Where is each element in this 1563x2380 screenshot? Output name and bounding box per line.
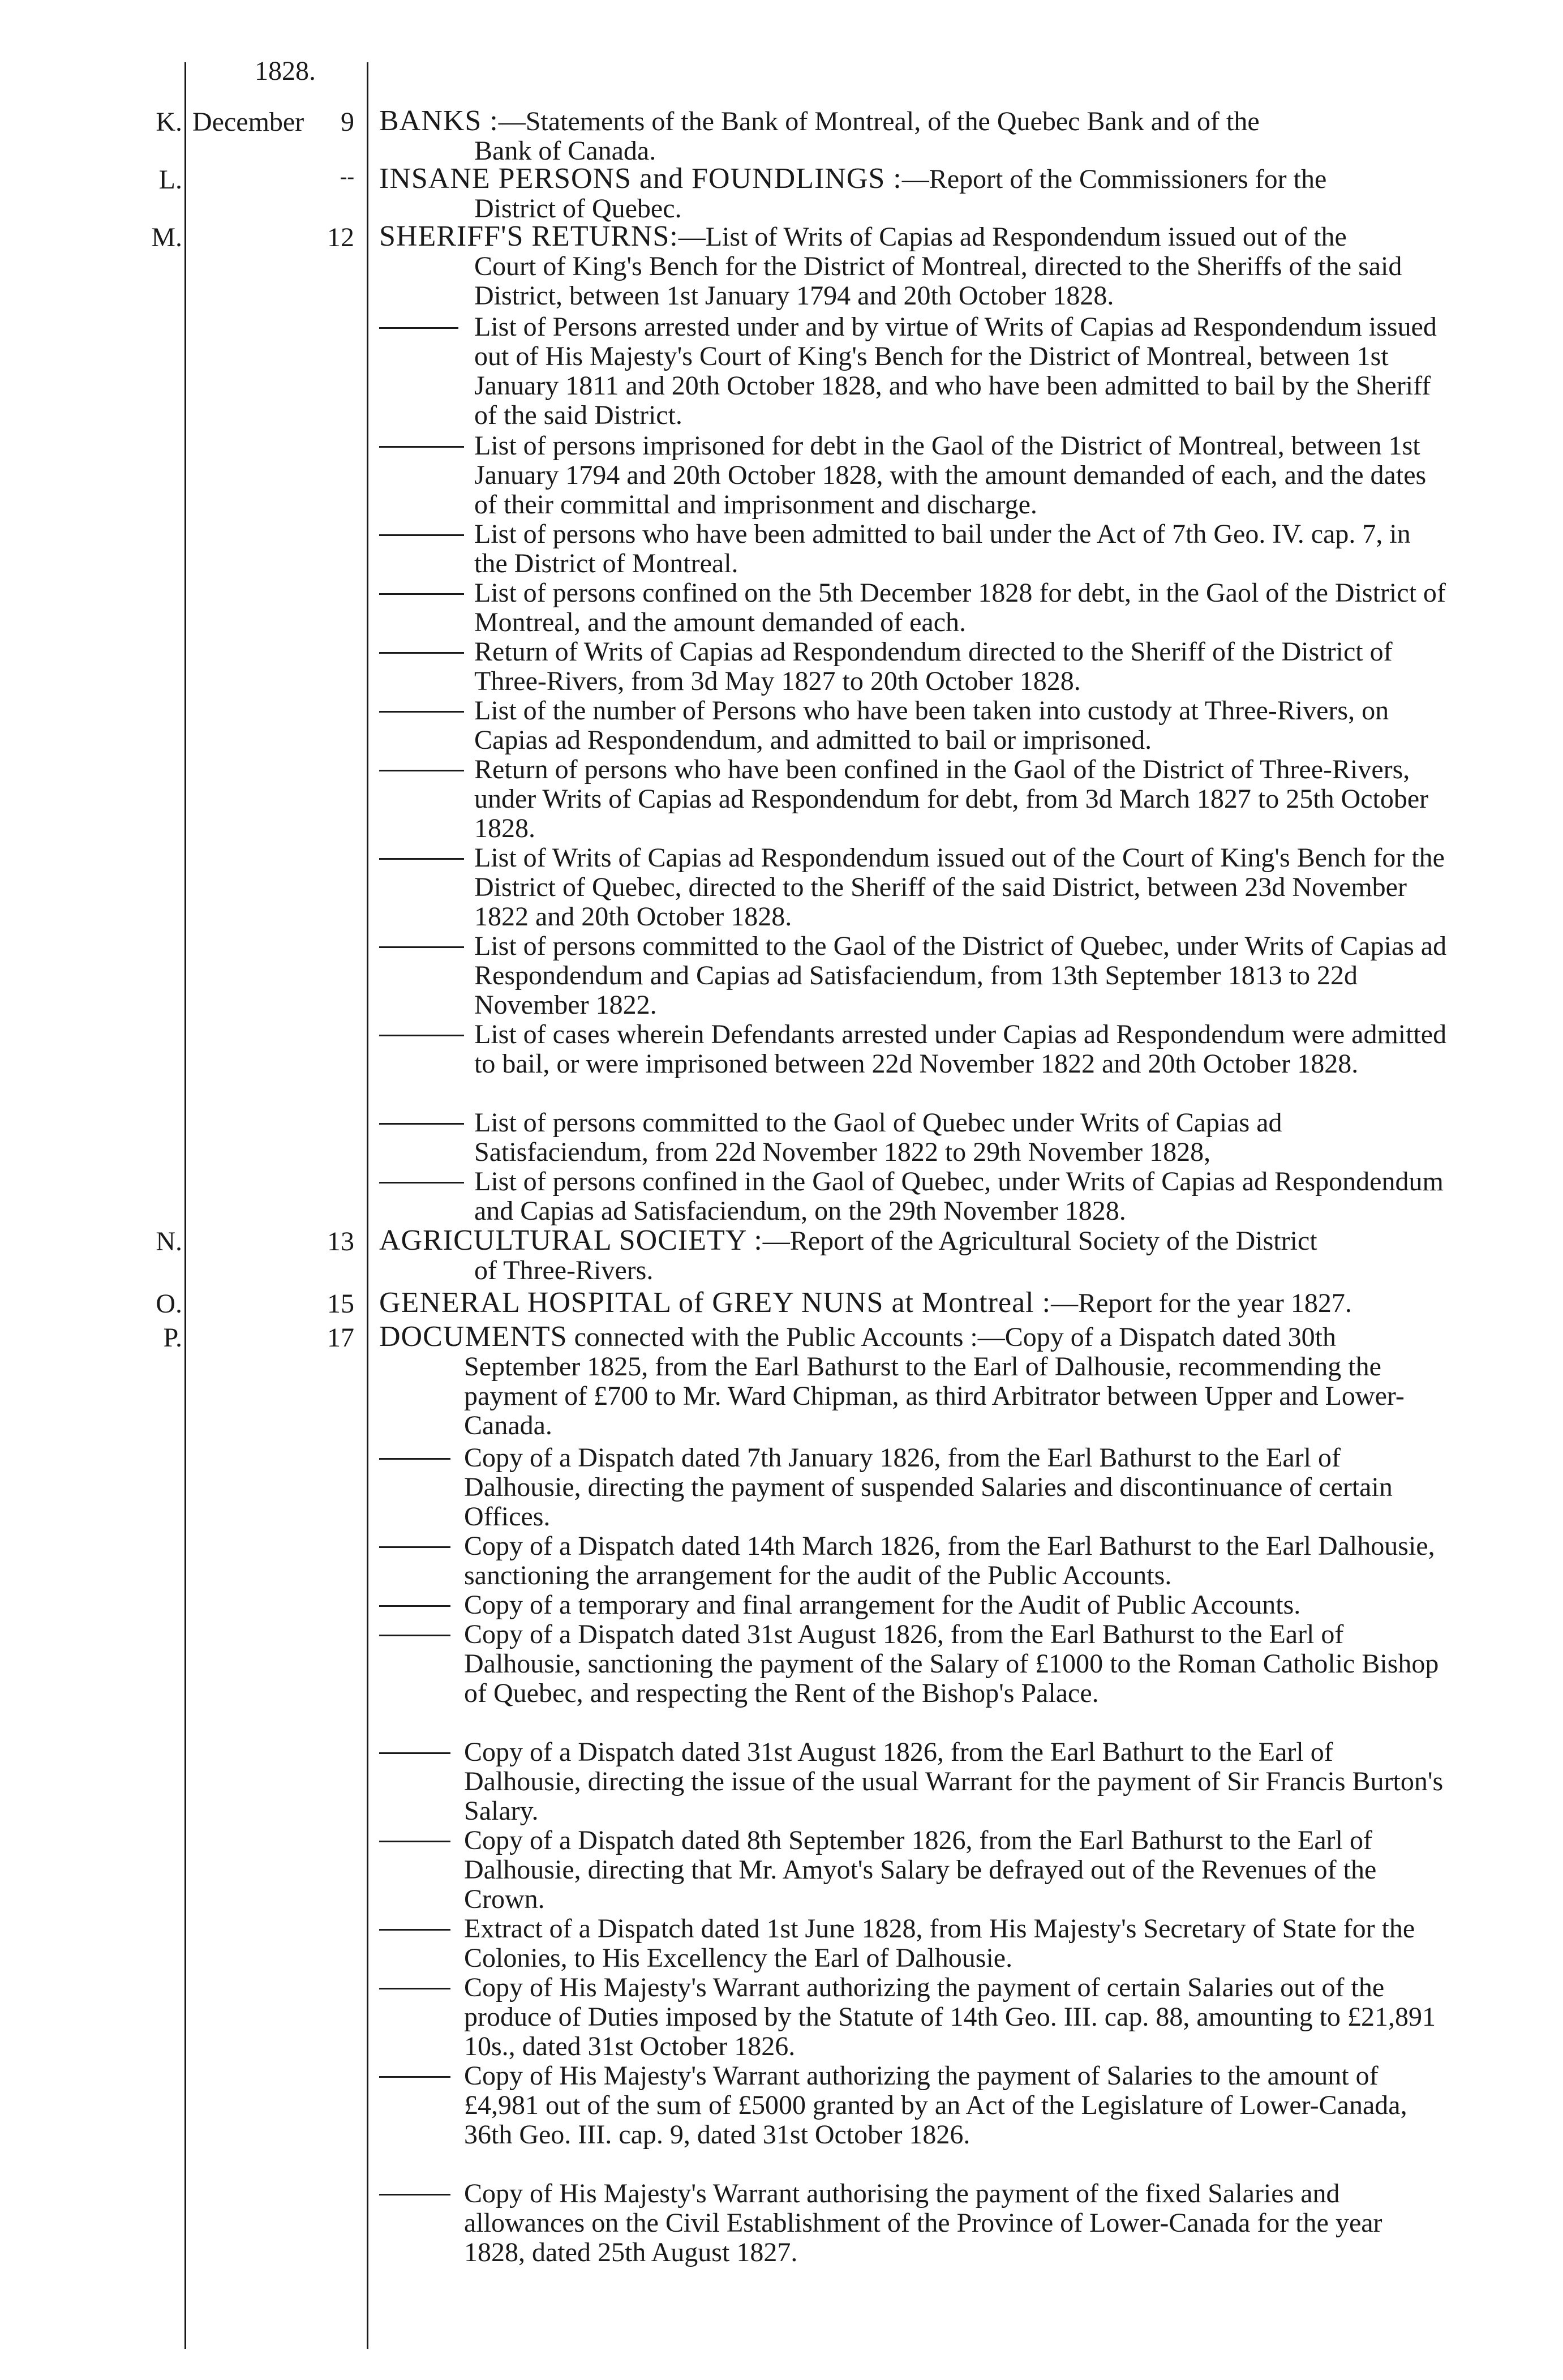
sub-item-dash bbox=[379, 1035, 464, 1036]
entry-day: 13 bbox=[327, 1227, 354, 1257]
sub-item-dash bbox=[379, 2194, 450, 2195]
sub-item-dash bbox=[379, 534, 464, 536]
entry-day: 17 bbox=[327, 1323, 354, 1353]
entry-title: INSANE PERSONS and FOUNDLINGS : bbox=[379, 162, 902, 195]
sub-item-dash bbox=[379, 1635, 450, 1636]
sub-item-dash bbox=[379, 770, 464, 771]
entry-desc-first: —Statements of the Bank of Montreal, of the Quebec Bank and of the bbox=[498, 106, 1260, 136]
sub-item-dash bbox=[379, 593, 464, 595]
sub-item-dash bbox=[379, 1546, 450, 1548]
sub-item-text: Copy of a Dispatch dated 7th January 1826, from the Earl Bathurst to the Earl of Dalhousie, directing the payment of suspended Salaries and discontinuance of certain Offices. bbox=[464, 1443, 1393, 1532]
sub-item-text: Copy of His Majesty's Warrant authorising the payment of the fixed Salaries and allowances on the Civil Establishment of the Province of Lower-Canada for the year 1828, dated 25th August 1827. bbox=[464, 2179, 1382, 2267]
sub-item-dash bbox=[379, 327, 458, 329]
entry-day: 12 bbox=[327, 222, 354, 252]
entry-letter: P. bbox=[163, 1323, 182, 1353]
sub-item-text: List of Persons arrested under and by virtue of Writs of Capias ad Respondendum issued out of His Majesty's Court of King's Bench for the District of Montreal, between 1st January 1811 and 20th October 1828, and who have been admitted to bail by the Sheriff of the said District. bbox=[474, 312, 1437, 430]
entry-desc-rest: Bank of Canada. bbox=[474, 136, 656, 166]
sub-item-dash bbox=[379, 711, 464, 713]
sub-item-dash bbox=[379, 946, 464, 948]
sub-item-dash bbox=[379, 652, 464, 654]
sub-item-text: Return of Writs of Capias ad Respondendum directed to the Sheriff of the District of Three-Rivers, from 3d May 1827 to 20th October 1828. bbox=[474, 637, 1393, 696]
entry-title: DOCUMENTS bbox=[379, 1320, 568, 1353]
entry-desc-first: —Report for the year 1827. bbox=[1051, 1288, 1352, 1318]
sub-item-text: List of persons imprisoned for debt in the Gaol of the District of Montreal, between 1st January 1794 and 20th October 1828, with the amount demanded of each, and the dates of their committal and imprisonment and discharge. bbox=[474, 431, 1427, 520]
sub-item-text: Copy of His Majesty's Warrant authorizing the payment of Salaries to the amount of £4,981 out of the sum of £5000 granted by an Act of the Legislature of Lower-Canada, 36th Geo. III. cap. 9, dated 31st October 1826. bbox=[464, 2061, 1407, 2150]
sub-item-text: Copy of a Dispatch dated 8th September 1826, from the Earl Bathurst to the Earl of Dalhousie, directing that Mr. Amyot's Salary be defrayed out of the Revenues of the Crown. bbox=[464, 1825, 1377, 1914]
entry-text bbox=[379, 222, 1449, 311]
sub-item-dash bbox=[379, 1182, 464, 1183]
entry-desc-rest: Court of King's Bench for the District of Montreal, directed to the Sheriffs of the said District, between 1st January 1794 and 20th October 1828. bbox=[474, 251, 1402, 311]
year-heading: 1828. bbox=[255, 56, 316, 86]
entry-letter: K. bbox=[156, 107, 182, 137]
entry-letter: O. bbox=[156, 1289, 182, 1319]
sub-item-text: Copy of a Dispatch dated 14th March 1826, from the Earl Bathurst to the Earl Dalhousie, sanctioning the arrangement for the audit of the Public Accounts. bbox=[464, 1531, 1435, 1590]
sub-item-dash bbox=[379, 1605, 450, 1607]
sub-item-text: Return of persons who have been confined in the Gaol of the District of Three-Rivers, under Writs of Capias ad Respondendum for debt, from 3d March 1827 to 25th October 1828. bbox=[474, 754, 1429, 843]
entry-desc-rest: September 1825, from the Earl Bathurst to the Earl of Dalhousie, recommending the payment of £700 to Mr. Ward Chipman, as third Arbitrator between Upper and Lower-Canada. bbox=[464, 1352, 1405, 1440]
date-column-rule bbox=[367, 62, 368, 2349]
entry-letter: L. bbox=[158, 165, 182, 195]
entry-title: GENERAL HOSPITAL of GREY NUNS at Montreal : bbox=[379, 1287, 1051, 1319]
sub-item-dash bbox=[379, 1752, 450, 1754]
sub-item-dash bbox=[379, 1988, 450, 1989]
entry-desc-rest: District of Quebec. bbox=[474, 194, 682, 224]
sub-item-text: List of persons confined in the Gaol of Quebec, under Writs of Capias ad Respondendum and Capias ad Satisfaciendum, on the 29th November 1828. bbox=[474, 1167, 1444, 1226]
sub-item-text: Copy of a Dispatch dated 31st August 1826, from the Earl Bathurst to the Earl of Dalhousie, sanctioning the payment of the Salary of £1000 to the Roman Catholic Bishop of Quebec, and respecting the Rent of the Bishop's Palace. bbox=[464, 1619, 1439, 1708]
sub-item-dash bbox=[379, 1929, 450, 1931]
entry-desc-rest: of Three-Rivers. bbox=[474, 1255, 654, 1285]
entry-title: BANKS : bbox=[379, 105, 499, 137]
sub-item-text: List of Writs of Capias ad Respondendum issued out of the Court of King's Bench for the District of Quebec, directed to the Sheriff of the said District, between 23d November 1822 and 20th October 1828. bbox=[474, 843, 1445, 932]
entry-letter: N. bbox=[156, 1227, 182, 1257]
sub-item-text: List of persons committed to the Gaol of the District of Quebec, under Writs of Capias ad Respondendum and Capias ad Satisfaciendum, from 13th September 1813 to 22d November 1822. bbox=[474, 931, 1447, 1020]
sub-item-dash bbox=[379, 858, 464, 860]
entry-month: December bbox=[192, 107, 304, 137]
sub-item-dash bbox=[379, 1841, 450, 1842]
sub-item-text: List of persons committed to the Gaol of Quebec under Writs of Capias ad Satisfaciendum, from 22d November 1822 to 29th November 1828, bbox=[474, 1108, 1282, 1167]
entry-text bbox=[379, 1322, 1449, 1440]
entry-day-ditto: -- bbox=[340, 165, 354, 188]
sub-item-text: Copy of His Majesty's Warrant authorizing the payment of certain Salaries out of the produce of Duties imposed by the Statute of 14th Geo. III. cap. 88, amounting to £21,891 10s., dated 31st October 1826. bbox=[464, 1972, 1436, 2061]
entry-title: AGRICULTURAL SOCIETY : bbox=[379, 1224, 763, 1257]
entry-desc-first: —List of Writs of Capias ad Respondendum issued out of the bbox=[678, 222, 1347, 252]
entry-text bbox=[379, 1288, 1449, 1318]
sub-item-text: List of persons confined on the 5th December 1828 for debt, in the Gaol of the District of Montreal, and the amount demanded of each. bbox=[474, 578, 1446, 637]
entry-text bbox=[379, 106, 1449, 166]
entry-day: 15 bbox=[327, 1289, 354, 1319]
sub-item-dash bbox=[379, 1458, 450, 1460]
sub-item-dash bbox=[379, 2076, 450, 2078]
sub-item-dash bbox=[379, 446, 464, 448]
sub-item-dash bbox=[379, 1123, 464, 1125]
sub-item-text: List of the number of Persons who have been taken into custody at Three-Rivers, on Capias ad Respondendum, and admitted to bail or imprisoned. bbox=[474, 696, 1389, 755]
entry-text bbox=[379, 164, 1449, 224]
sub-item-text: List of persons who have been admitted to bail under the Act of 7th Geo. IV. cap. 7, in the District of Montreal. bbox=[474, 519, 1411, 578]
sub-item-text: Extract of a Dispatch dated 1st June 1828, from His Majesty's Secretary of State for the Colonies, to His Excellency the Earl of Dalhousie. bbox=[464, 1914, 1415, 1973]
left-margin-rule bbox=[184, 62, 186, 2349]
entry-letter: M. bbox=[151, 222, 182, 252]
entry-desc-first: connected with the Public Accounts :—Copy of a Dispatch dated 30th bbox=[567, 1322, 1336, 1352]
sub-item-text: Copy of a Dispatch dated 31st August 1826, from the Earl Bathurt to the Earl of Dalhousie, directing the issue of the usual Warrant for the payment of Sir Francis Burton's Salary. bbox=[464, 1737, 1444, 1826]
sub-item-text: Copy of a temporary and final arrangement for the Audit of Public Accounts. bbox=[464, 1590, 1301, 1620]
sub-item-text: List of cases wherein Defendants arrested under Capias ad Respondendum were admitted to bail, or were imprisoned between 22d November 1822 and 20th October 1828. bbox=[474, 1019, 1447, 1079]
entry-day: 9 bbox=[341, 107, 354, 137]
entry-title: SHERIFF'S RETURNS: bbox=[379, 220, 679, 252]
entry-desc-first: —Report of the Agricultural Society of the District bbox=[762, 1226, 1317, 1256]
entry-text bbox=[379, 1226, 1449, 1285]
entry-desc-first: —Report of the Commissioners for the bbox=[901, 164, 1327, 194]
